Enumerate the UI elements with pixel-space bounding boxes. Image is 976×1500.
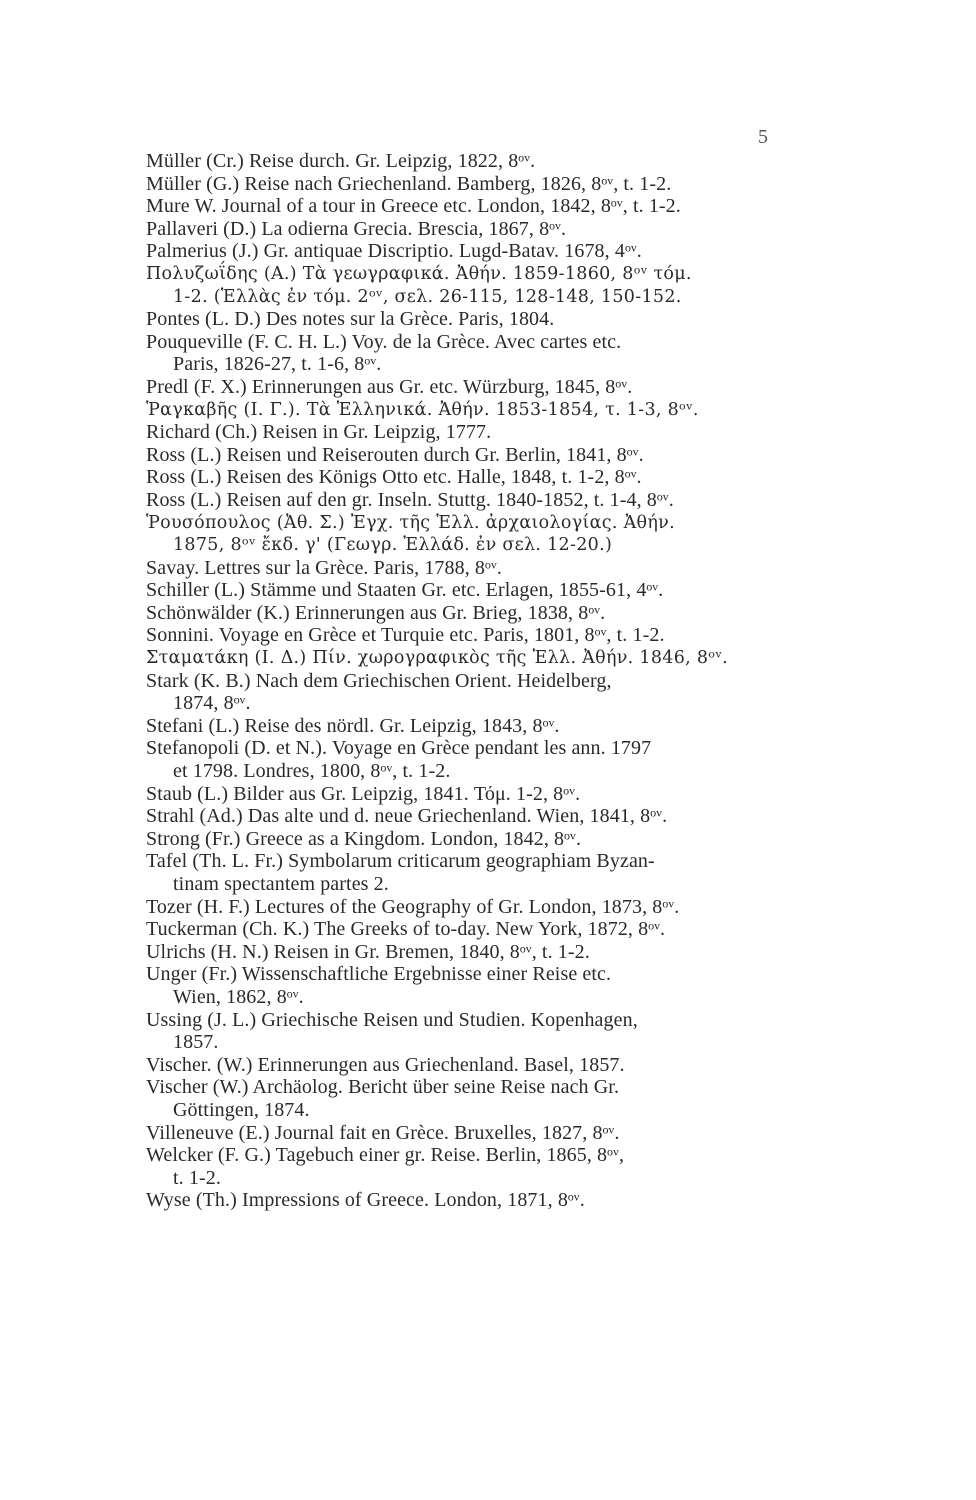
bibliography-entry: Ussing (J. L.) Griechische Reisen und Studien. Kopenhagen, — [146, 1008, 638, 1031]
bibliography-entry-continuation: tinam spectantem partes 2. — [173, 873, 389, 895]
bibliography-entry-continuation: 1857. — [173, 1031, 219, 1054]
bibliography-entry: Unger (Fr.) Wissenschaftliche Ergebnisse einer Reise etc. — [146, 963, 612, 986]
bibliography-entry: Sonnini. Voyage en Grèce et Turquie etc. Paris, 1801, 8ᵒᵛ, t. 1-2. — [146, 624, 665, 647]
bibliography-entry: Welcker (F. G.) Tagebuch einer gr. Reise. Berlin, 1865, 8ᵒᵛ, — [146, 1144, 625, 1167]
bibliography-entry: Müller (Cr.) Reise durch. Gr. Leipzig, 1822, 8ᵒᵛ. — [146, 150, 536, 172]
bibliography-list — [146, 150, 796, 1212]
bibliography-entry: Pouqueville (F. C. H. L.) Voy. de la Grèce. Avec cartes etc. — [146, 330, 622, 353]
bibliography-entry-continuation: Göttingen, 1874. — [173, 1098, 310, 1121]
bibliography-entry-continuation: Wien, 1862, 8ᵒᵛ. — [173, 985, 304, 1008]
bibliography-entry: Staub (L.) Bilder aus Gr. Leipzig, 1841. Τόμ. 1-2, 8ᵒᵛ. — [146, 782, 581, 805]
bibliography-entry: Schiller (L.) Stämme und Staaten Gr. etc. Erlagen, 1855-61, 4ᵒᵛ. — [146, 579, 664, 602]
bibliography-entry: Vischer. (W.) Erinnerungen aus Griechenland. Basel, 1857. — [146, 1053, 625, 1076]
bibliography-entry: Ulrichs (H. N.) Reisen in Gr. Bremen, 1840, 8ᵒᵛ, t. 1-2. — [146, 940, 590, 963]
bibliography-entry: Pontes (L. D.) Des notes sur la Grèce. Paris, 1804. — [146, 308, 555, 331]
bibliography-entry: Ross (L.) Reisen des Königs Otto etc. Halle, 1848, t. 1-2, 8ᵒᵛ. — [146, 466, 642, 489]
bibliography-entry: Savay. Lettres sur la Grèce. Paris, 1788, 8ᵒᵛ. — [146, 556, 502, 579]
bibliography-entry: Ῥουσόπουλος (Ἀθ. Σ.) Ἐγχ. τῆς Ἑλλ. ἀρχαιολογίας. Ἀθήν. — [146, 512, 675, 533]
bibliography-entry: Predl (F. X.) Erinnerungen aus Gr. etc. Würzburg, 1845, 8ᵒᵛ. — [146, 375, 633, 398]
bibliography-entry: Stefani (L.) Reise des nördl. Gr. Leipzig, 1843, 8ᵒᵛ. — [146, 714, 560, 737]
bibliography-entry-continuation: Paris, 1826-27, t. 1-6, 8ᵒᵛ. — [173, 353, 382, 376]
bibliography-entry: Villeneuve (E.) Journal fait en Grèce. Bruxelles, 1827, 8ᵒᵛ. — [146, 1121, 620, 1144]
bibliography-entry-continuation: t. 1-2. — [173, 1166, 221, 1189]
bibliography-entry: Vischer (W.) Archäolog. Bericht über seine Reise nach Gr. — [146, 1076, 620, 1099]
bibliography-entry: Stark (K. B.) Nach dem Griechischen Orient. Heidelberg, — [146, 669, 612, 692]
page-number: 5 — [758, 126, 768, 148]
bibliography-entry: Stefanopoli (D. et N.). Voyage en Grèce pendant les ann. 1797 — [146, 737, 652, 760]
bibliography-entry: Tafel (Th. L. Fr.) Symbolarum criticarum geographiam Byzan- — [146, 850, 655, 873]
bibliography-entry: Mure W. Journal of a tour in Greece etc. London, 1842, 8ᵒᵛ, t. 1-2. — [146, 195, 681, 218]
bibliography-entry: Strong (Fr.) Greece as a Kingdom. London, 1842, 8ᵒᵛ. — [146, 827, 582, 850]
bibliography-entry: Strahl (Ad.) Das alte und d. neue Griechenland. Wien, 1841, 8ᵒᵛ. — [146, 805, 668, 828]
bibliography-entry: Ῥαγκαβῆς (Ι. Γ.). Τὰ Ἑλληνικά. Ἀθήν. 1853-1854, τ. 1-3, 8ᵒᵛ. — [146, 399, 699, 420]
bibliography-entry: Pallaveri (D.) La odierna Grecia. Brescia, 1867, 8ᵒᵛ. — [146, 217, 567, 240]
bibliography-entry-continuation: et 1798. Londres, 1800, 8ᵒᵛ, t. 1-2. — [173, 760, 451, 783]
bibliography-entry: Ross (L.) Reisen auf den gr. Inseln. Stuttg. 1840-1852, t. 1-4, 8ᵒᵛ. — [146, 488, 674, 511]
bibliography-entry-continuation: 1-2. (Ἑλλὰς ἐν τόμ. 2ᵒᵛ, σελ. 26-115, 128-148, 150-152. — [173, 286, 682, 307]
bibliography-entry: Σταματάκη (Ι. Δ.) Πίν. χωρογραφικὸς τῆς Ἑλλ. Ἀθήν. 1846, 8ᵒᵛ. — [146, 648, 729, 669]
bibliography-entry-continuation: 1874, 8ᵒᵛ. — [173, 692, 251, 715]
bibliography-entry: Schönwälder (K.) Erinnerungen aus Gr. Brieg, 1838, 8ᵒᵛ. — [146, 601, 606, 624]
bibliography-entry-continuation: 1875, 8ᵒᵛ ἔκδ. γ' (Γεωγρ. Ἑλλάδ. ἐν σελ. 12-20.) — [173, 535, 613, 556]
bibliography-entry: Tuckerman (Ch. K.) The Greeks of to-day. New York, 1872, 8ᵒᵛ. — [146, 918, 666, 941]
bibliography-entry: Palmerius (J.) Gr. antiquae Discriptio. Lugd-Batav. 1678, 4ᵒᵛ. — [146, 240, 642, 263]
bibliography-entry: Wyse (Th.) Impressions of Greece. London, 1871, 8ᵒᵛ. — [146, 1189, 585, 1212]
bibliography-entry: Richard (Ch.) Reisen in Gr. Leipzig, 1777. — [146, 421, 492, 444]
bibliography-entry: Πολυζωΐδης (Α.) Τὰ γεωγραφικά. Ἀθήν. 1859-1860, 8ᵒᵛ τόμ. — [146, 263, 692, 284]
bibliography-entry: Müller (G.) Reise nach Griechenland. Bamberg, 1826, 8ᵒᵛ, t. 1-2. — [146, 172, 672, 195]
bibliography-entry: Tozer (H. F.) Lectures of the Geography of Gr. London, 1873, 8ᵒᵛ. — [146, 895, 680, 918]
bibliography-entry: Ross (L.) Reisen und Reiserouten durch Gr. Berlin, 1841, 8ᵒᵛ. — [146, 443, 644, 466]
